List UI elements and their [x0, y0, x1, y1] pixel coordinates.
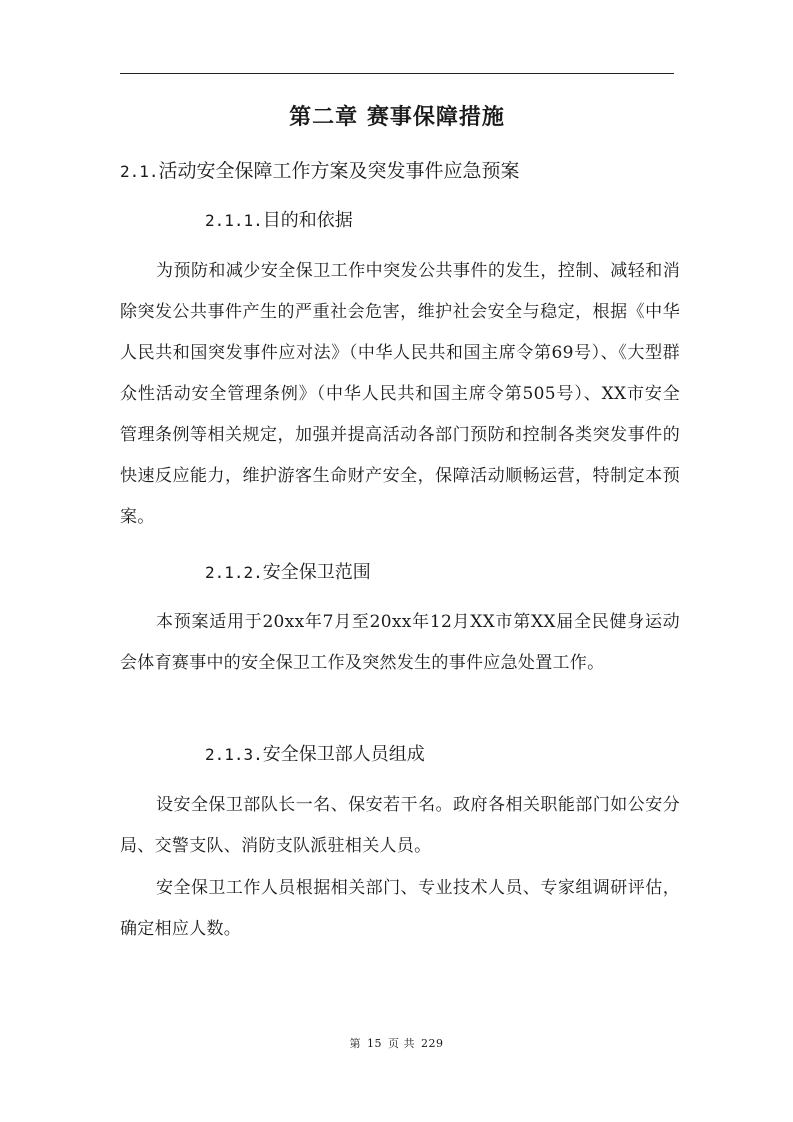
subsection-heading-1 [205, 206, 353, 232]
section-heading [120, 156, 520, 183]
subsection-number: 2.1.3. [205, 745, 263, 764]
paragraph-staffing: 设安全保卫部队长一名、保安若干名。政府各相关职能部门如公安分局、交警支队、消防支队派驻相关人员。 [120, 795, 680, 856]
page-footer [0, 1035, 793, 1051]
subsection-number: 2.1.2. [205, 563, 263, 582]
subsection-number: 2.1.1. [205, 211, 263, 230]
chapter-title: 第二章 赛事保障措施 [289, 104, 505, 130]
subsection-title: 安全保卫部人员组成 [262, 744, 425, 765]
subsection-heading-2 [205, 558, 371, 584]
paragraph-scope: 本预案适用于20xx年7月至20xx年12月XX市第XX届全民健身运动会体育赛事中的安全保卫工作及突然发生的事件应急处置工作。 [120, 612, 680, 673]
subsection-heading-3 [205, 740, 425, 766]
paragraph-purpose: 为预防和减少安全保卫工作中突发公共事件的发生，控制、减轻和消除突发公共事件产生的严重社会危害，维护社会安全与稳定，根据《中华人民共和国突发事件应对法》（中华人民共和国主席令第69号）、《大型群众性活动安全管理条例》（中华人民共和国主席令第505号）、XX市安全管理条例等相关规定，加强并提高活动各部门预防和控制各类突发事件的快速反应能力，维护游客生命财产安全，保障活动顺畅运营，特制定本预案。 [120, 261, 680, 527]
paragraph-staffing-count: 安全保卫工作人员根据相关部门、专业技术人员、专家组调研评估，确定相应人数。 [120, 878, 680, 939]
header-rule [120, 73, 674, 74]
footer-prefix: 第 [349, 1037, 361, 1050]
footer-page-number: 15 [367, 1037, 382, 1050]
section-number: 2.1. [120, 162, 159, 181]
subsection-title: 安全保卫范围 [262, 562, 371, 583]
section-title: 活动安全保障工作方案及突发事件应急预案 [158, 160, 520, 182]
subsection-title: 目的和依据 [262, 210, 353, 231]
footer-total-pages: 229 [421, 1037, 444, 1050]
footer-middle: 页 共 [388, 1037, 415, 1050]
